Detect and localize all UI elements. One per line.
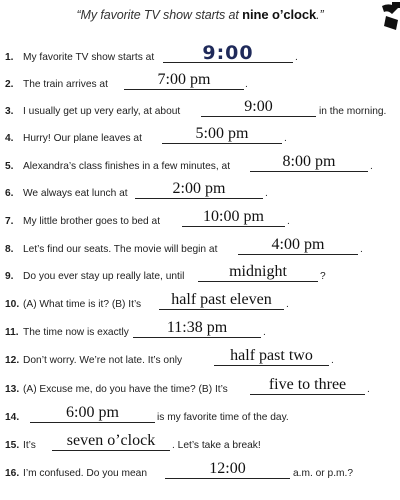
answer-blank-line [30,422,155,423]
handwritten-answer[interactable]: seven o’clock [66,432,156,449]
handwritten-answer[interactable]: half past eleven [171,291,272,308]
item-text-after: . [263,327,266,338]
answer-blank-line [52,450,170,451]
item-text-before: I’m confused. Do you mean [23,468,148,479]
item-text-after: . [287,216,290,227]
item-text-after: . [331,355,334,366]
handwritten-answer[interactable]: 11:38 pm [166,319,228,336]
item-text-before: Hurry! Our plane leaves at [23,133,142,144]
exercise-item [5,319,395,341]
item-text-after: . [367,384,370,395]
handwritten-answer[interactable]: midnight [229,263,287,280]
item-text-after: . [286,299,289,310]
item-text-before: I usually get up very early, at about [23,106,181,117]
answer-blank-line [238,254,358,255]
item-text-after: a.m. or p.m.? [293,468,354,479]
exercise-item [5,208,395,230]
item-number: 7. [5,216,14,227]
item-text-before: Don’t worry. We’re not late. It’s only [23,355,183,366]
item-text-before: Do you ever stay up really late, until [23,271,185,282]
exercise-item [5,153,395,175]
item-text-after: . [245,79,248,90]
item-number: 14. [5,412,20,423]
title-prefix: “My favorite TV show starts at [76,8,239,22]
answer-blank-line [182,226,285,227]
exercise-item [5,376,395,398]
answer-blank-line [135,198,263,199]
exercise-item [5,125,395,147]
handwritten-answer[interactable]: half past two [230,347,313,364]
handwritten-answer[interactable]: 6:00 pm [66,404,119,421]
exercise-item [5,347,395,369]
exercise-item [5,71,395,93]
handwritten-answer[interactable]: 9:00 [202,42,254,64]
item-number: 1. [5,52,14,63]
item-number: 4. [5,133,14,144]
handwritten-answer[interactable]: 2:00 pm [172,180,226,197]
exercise-item [5,44,395,66]
exercise-item [5,404,395,426]
exercise-item [5,291,395,313]
handwritten-answer[interactable]: 9:00 [244,98,273,115]
handwritten-answer[interactable]: five to three [268,376,347,393]
item-number: 11. [5,327,19,338]
answer-blank-line [133,337,261,338]
item-number: 10. [5,299,20,310]
item-text-after: ? [320,271,326,282]
item-number: 16. [5,468,20,479]
exercise-item [5,460,395,482]
item-text-after: . [284,133,287,144]
item-number: 8. [5,244,14,255]
item-number: 13. [5,384,20,395]
exercise-item [5,432,395,454]
item-text-before: (A) What time is it? (B) It’s [23,299,142,310]
item-text-after: . Let’s take a break! [172,440,261,451]
handwritten-answer[interactable]: 10:00 pm [203,208,264,225]
answer-blank-line [250,171,368,172]
item-text-after: . [295,52,298,63]
item-text-before: We always eat lunch at [23,188,128,199]
exercise-item [5,180,395,202]
answer-blank-line [250,394,365,395]
exercise-item [5,98,395,120]
answer-blank-line [165,478,290,479]
answer-blank-line [162,143,282,144]
answer-blank-line [201,116,316,117]
item-text-before: (A) Excuse me, do you have the time? (B) It’s [23,384,228,395]
partial-logo-icon [378,0,400,44]
item-number: 6. [5,188,14,199]
item-text-after: . [360,244,363,255]
item-number: 5. [5,161,14,172]
item-number: 12. [5,355,20,366]
exercise-item [5,263,395,285]
answer-blank-line [159,309,284,310]
exercise-item [5,236,395,258]
item-text-after: is my favorite time of the day. [157,412,289,423]
title-emphasis: nine o’clock [242,7,317,22]
item-text-before: The time now is exactly [23,327,129,338]
item-text-before: Alexandra’s class finishes in a few minutes, at [23,161,231,172]
item-text-after: . [370,161,373,172]
item-number: 3. [5,106,14,117]
item-text-after: . [265,188,268,199]
item-text-before: My little brother goes to bed at [23,216,161,227]
item-text-before: The train arrives at [23,79,108,90]
worksheet-title [0,7,400,22]
handwritten-answer[interactable]: 5:00 pm [195,125,249,142]
answer-blank-line [124,89,244,90]
item-text-before: Let’s find our seats. The movie will begin at [23,244,218,255]
handwritten-answer[interactable]: 8:00 pm [282,153,336,170]
handwritten-answer[interactable]: 12:00 [209,460,246,477]
item-number: 9. [5,271,14,282]
item-text-before: It’s [23,440,36,451]
answer-blank-line [198,281,318,282]
item-text-after: in the morning. [319,106,387,117]
title-suffix: .” [316,8,324,22]
handwritten-answer[interactable]: 4:00 pm [271,236,325,253]
handwritten-answer[interactable]: 7:00 pm [157,71,211,88]
item-number: 15. [5,440,20,451]
item-number: 2. [5,79,14,90]
answer-blank-line [214,365,329,366]
item-text-before: My favorite TV show starts at [23,52,155,63]
